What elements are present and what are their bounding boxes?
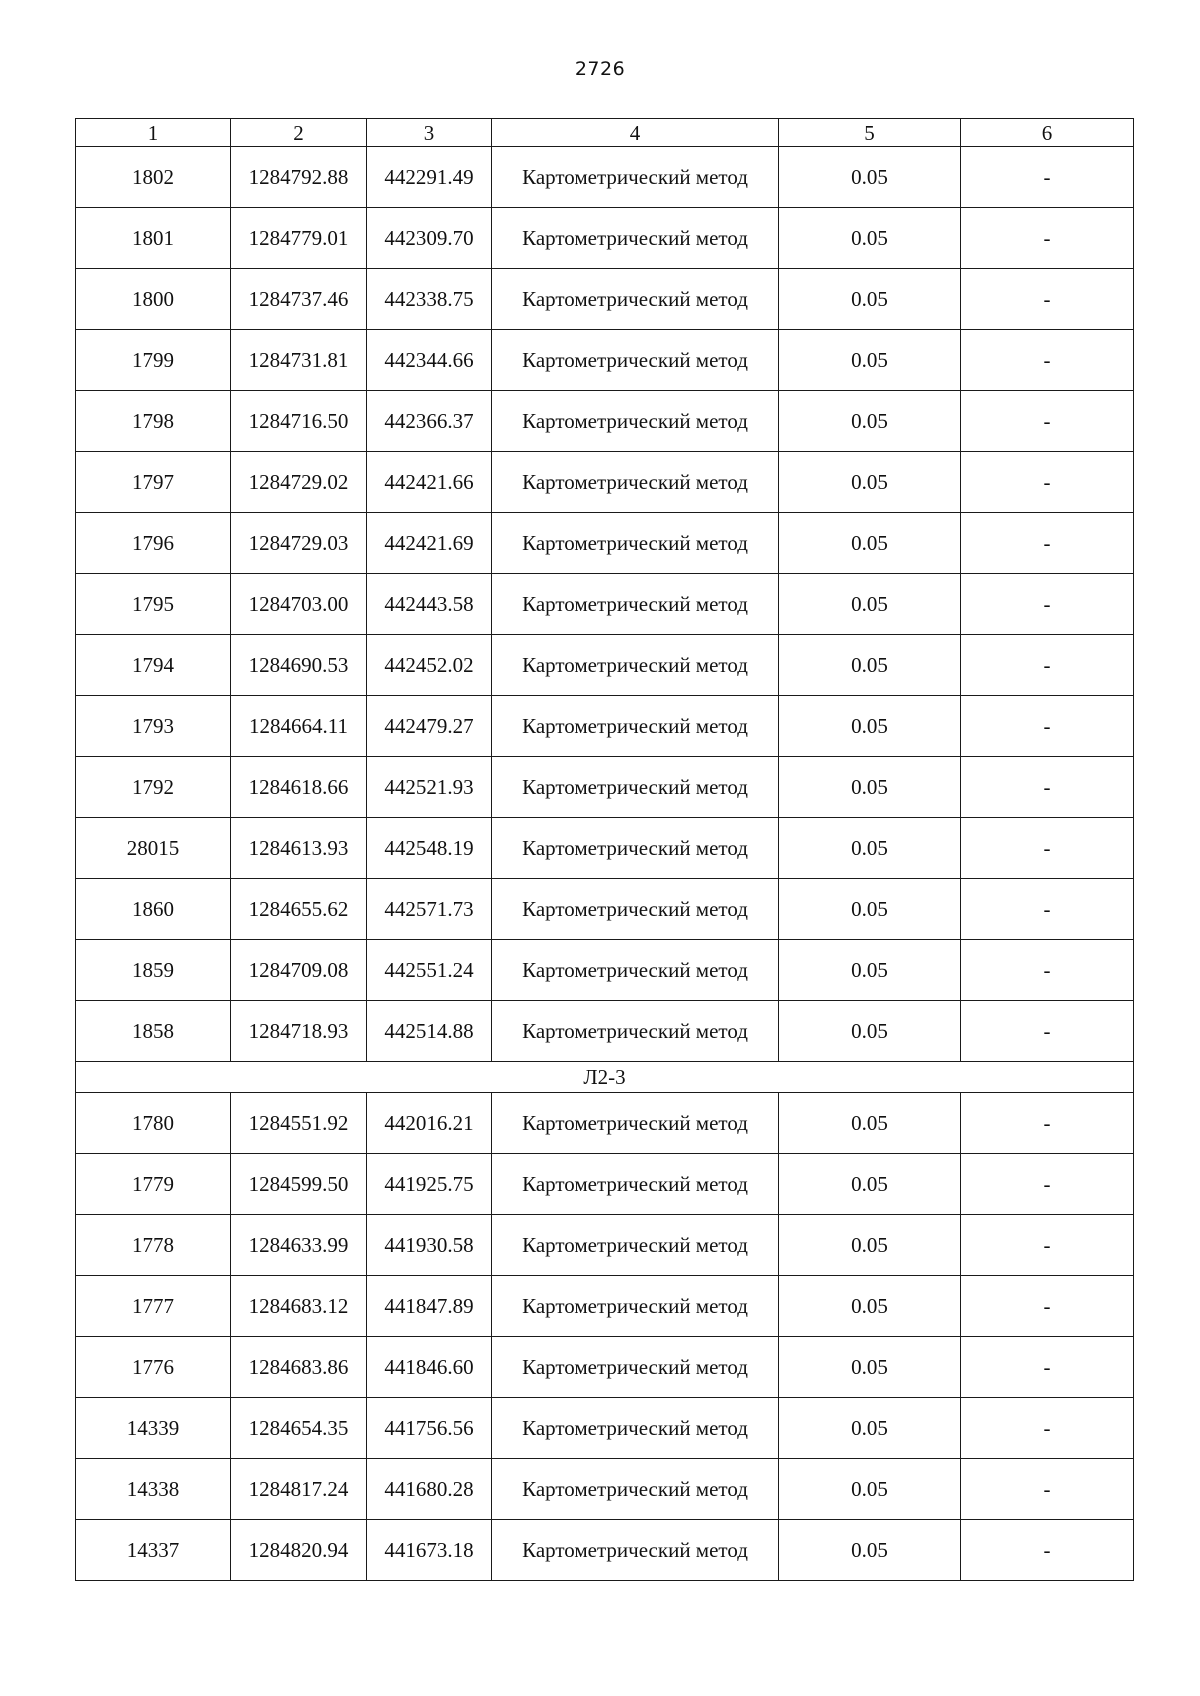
x-coordinate-cell: 1284703.00: [231, 574, 367, 635]
method-cell: Картометрический метод: [492, 391, 779, 452]
accuracy-cell: 0.05: [779, 269, 961, 330]
point-number-cell: 1796: [76, 513, 231, 574]
method-cell: Картометрический метод: [492, 574, 779, 635]
y-coordinate-cell: 442514.88: [367, 1001, 492, 1062]
accuracy-cell: 0.05: [779, 1398, 961, 1459]
table-row: [76, 1520, 1134, 1581]
accuracy-cell: 0.05: [779, 1520, 961, 1581]
x-coordinate-cell: 1284731.81: [231, 330, 367, 391]
x-coordinate-cell: 1284779.01: [231, 208, 367, 269]
method-cell: Картометрический метод: [492, 147, 779, 208]
note-cell: -: [961, 1337, 1134, 1398]
accuracy-cell: 0.05: [779, 452, 961, 513]
note-cell: -: [961, 269, 1134, 330]
point-number-cell: 1858: [76, 1001, 231, 1062]
x-coordinate-cell: 1284654.35: [231, 1398, 367, 1459]
coordinates-table: [75, 118, 1134, 1581]
accuracy-cell: 0.05: [779, 940, 961, 1001]
table-row: [76, 147, 1134, 208]
point-number-cell: 14339: [76, 1398, 231, 1459]
accuracy-cell: 0.05: [779, 1337, 961, 1398]
accuracy-cell: 0.05: [779, 757, 961, 818]
table-row: [76, 1276, 1134, 1337]
point-number-cell: 14338: [76, 1459, 231, 1520]
x-coordinate-cell: 1284737.46: [231, 269, 367, 330]
point-number-cell: 1797: [76, 452, 231, 513]
column-header: 4: [492, 119, 779, 147]
point-number-cell: 1859: [76, 940, 231, 1001]
method-cell: Картометрический метод: [492, 269, 779, 330]
accuracy-cell: 0.05: [779, 1215, 961, 1276]
point-number-cell: 1799: [76, 330, 231, 391]
y-coordinate-cell: 441673.18: [367, 1520, 492, 1581]
y-coordinate-cell: 442551.24: [367, 940, 492, 1001]
y-coordinate-cell: 442309.70: [367, 208, 492, 269]
method-cell: Картометрический метод: [492, 879, 779, 940]
x-coordinate-cell: 1284729.02: [231, 452, 367, 513]
point-number-cell: 1778: [76, 1215, 231, 1276]
y-coordinate-cell: 441925.75: [367, 1154, 492, 1215]
method-cell: Картометрический метод: [492, 452, 779, 513]
table-body: [76, 147, 1134, 1581]
point-number-cell: 1792: [76, 757, 231, 818]
method-cell: Картометрический метод: [492, 1215, 779, 1276]
table-row: [76, 940, 1134, 1001]
note-cell: -: [961, 818, 1134, 879]
table-row: [76, 452, 1134, 513]
y-coordinate-cell: 442443.58: [367, 574, 492, 635]
point-number-cell: 28015: [76, 818, 231, 879]
note-cell: -: [961, 696, 1134, 757]
accuracy-cell: 0.05: [779, 1459, 961, 1520]
x-coordinate-cell: 1284618.66: [231, 757, 367, 818]
table-row: [76, 391, 1134, 452]
page-number: 2726: [574, 58, 626, 80]
note-cell: -: [961, 635, 1134, 696]
y-coordinate-cell: 442548.19: [367, 818, 492, 879]
point-number-cell: 1794: [76, 635, 231, 696]
method-cell: Картометрический метод: [492, 1001, 779, 1062]
table-row: [76, 208, 1134, 269]
note-cell: -: [961, 1093, 1134, 1154]
point-number-cell: 1780: [76, 1093, 231, 1154]
note-cell: -: [961, 1398, 1134, 1459]
table-header: [76, 119, 1134, 147]
y-coordinate-cell: 442366.37: [367, 391, 492, 452]
x-coordinate-cell: 1284716.50: [231, 391, 367, 452]
table-row: [76, 1398, 1134, 1459]
y-coordinate-cell: 442344.66: [367, 330, 492, 391]
accuracy-cell: 0.05: [779, 208, 961, 269]
accuracy-cell: 0.05: [779, 574, 961, 635]
note-cell: -: [961, 1215, 1134, 1276]
y-coordinate-cell: 442479.27: [367, 696, 492, 757]
method-cell: Картометрический метод: [492, 1337, 779, 1398]
note-cell: -: [961, 757, 1134, 818]
method-cell: Картометрический метод: [492, 1276, 779, 1337]
note-cell: -: [961, 147, 1134, 208]
method-cell: Картометрический метод: [492, 940, 779, 1001]
y-coordinate-cell: 442421.66: [367, 452, 492, 513]
point-number-cell: 1860: [76, 879, 231, 940]
x-coordinate-cell: 1284633.99: [231, 1215, 367, 1276]
note-cell: -: [961, 452, 1134, 513]
accuracy-cell: 0.05: [779, 635, 961, 696]
table-row: [76, 757, 1134, 818]
y-coordinate-cell: 442016.21: [367, 1093, 492, 1154]
method-cell: Картометрический метод: [492, 1520, 779, 1581]
column-header: 3: [367, 119, 492, 147]
accuracy-cell: 0.05: [779, 391, 961, 452]
y-coordinate-cell: 441930.58: [367, 1215, 492, 1276]
x-coordinate-cell: 1284792.88: [231, 147, 367, 208]
table-row: [76, 574, 1134, 635]
y-coordinate-cell: 442571.73: [367, 879, 492, 940]
point-number-cell: 1798: [76, 391, 231, 452]
point-number-cell: 1800: [76, 269, 231, 330]
method-cell: Картометрический метод: [492, 208, 779, 269]
accuracy-cell: 0.05: [779, 513, 961, 574]
y-coordinate-cell: 441756.56: [367, 1398, 492, 1459]
table-row: [76, 1093, 1134, 1154]
method-cell: Картометрический метод: [492, 513, 779, 574]
section-label: Л2-3: [76, 1062, 1134, 1093]
point-number-cell: 1779: [76, 1154, 231, 1215]
table-row: [76, 1001, 1134, 1062]
point-number-cell: 1776: [76, 1337, 231, 1398]
x-coordinate-cell: 1284820.94: [231, 1520, 367, 1581]
x-coordinate-cell: 1284551.92: [231, 1093, 367, 1154]
method-cell: Картометрический метод: [492, 1459, 779, 1520]
accuracy-cell: 0.05: [779, 879, 961, 940]
table-row: [76, 330, 1134, 391]
accuracy-cell: 0.05: [779, 696, 961, 757]
note-cell: -: [961, 574, 1134, 635]
note-cell: -: [961, 1276, 1134, 1337]
accuracy-cell: 0.05: [779, 330, 961, 391]
table-row: [76, 269, 1134, 330]
method-cell: Картометрический метод: [492, 696, 779, 757]
note-cell: -: [961, 330, 1134, 391]
header-row: [76, 119, 1134, 147]
x-coordinate-cell: 1284683.12: [231, 1276, 367, 1337]
note-cell: -: [961, 391, 1134, 452]
x-coordinate-cell: 1284664.11: [231, 696, 367, 757]
note-cell: -: [961, 208, 1134, 269]
column-header: 2: [231, 119, 367, 147]
x-coordinate-cell: 1284683.86: [231, 1337, 367, 1398]
y-coordinate-cell: 442291.49: [367, 147, 492, 208]
x-coordinate-cell: 1284729.03: [231, 513, 367, 574]
accuracy-cell: 0.05: [779, 1154, 961, 1215]
table-row: [76, 513, 1134, 574]
method-cell: Картометрический метод: [492, 1093, 779, 1154]
note-cell: -: [961, 1520, 1134, 1581]
accuracy-cell: 0.05: [779, 818, 961, 879]
note-cell: -: [961, 1154, 1134, 1215]
note-cell: -: [961, 1001, 1134, 1062]
point-number-cell: 1795: [76, 574, 231, 635]
note-cell: -: [961, 879, 1134, 940]
x-coordinate-cell: 1284613.93: [231, 818, 367, 879]
method-cell: Картометрический метод: [492, 330, 779, 391]
x-coordinate-cell: 1284690.53: [231, 635, 367, 696]
note-cell: -: [961, 940, 1134, 1001]
point-number-cell: 1801: [76, 208, 231, 269]
section-row: [76, 1062, 1134, 1093]
column-header: 1: [76, 119, 231, 147]
y-coordinate-cell: 442521.93: [367, 757, 492, 818]
accuracy-cell: 0.05: [779, 1276, 961, 1337]
method-cell: Картометрический метод: [492, 818, 779, 879]
table-row: [76, 635, 1134, 696]
x-coordinate-cell: 1284655.62: [231, 879, 367, 940]
method-cell: Картометрический метод: [492, 635, 779, 696]
point-number-cell: 14337: [76, 1520, 231, 1581]
table-row: [76, 1154, 1134, 1215]
accuracy-cell: 0.05: [779, 1093, 961, 1154]
y-coordinate-cell: 441680.28: [367, 1459, 492, 1520]
table-row: [76, 818, 1134, 879]
x-coordinate-cell: 1284718.93: [231, 1001, 367, 1062]
note-cell: -: [961, 1459, 1134, 1520]
method-cell: Картометрический метод: [492, 757, 779, 818]
point-number-cell: 1777: [76, 1276, 231, 1337]
y-coordinate-cell: 442338.75: [367, 269, 492, 330]
y-coordinate-cell: 441847.89: [367, 1276, 492, 1337]
point-number-cell: 1793: [76, 696, 231, 757]
y-coordinate-cell: 442452.02: [367, 635, 492, 696]
method-cell: Картометрический метод: [492, 1398, 779, 1459]
table-row: [76, 696, 1134, 757]
column-header: 6: [961, 119, 1134, 147]
table-row: [76, 1215, 1134, 1276]
x-coordinate-cell: 1284709.08: [231, 940, 367, 1001]
point-number-cell: 1802: [76, 147, 231, 208]
note-cell: -: [961, 513, 1134, 574]
column-header: 5: [779, 119, 961, 147]
accuracy-cell: 0.05: [779, 147, 961, 208]
table-row: [76, 879, 1134, 940]
table-row: [76, 1337, 1134, 1398]
accuracy-cell: 0.05: [779, 1001, 961, 1062]
x-coordinate-cell: 1284599.50: [231, 1154, 367, 1215]
x-coordinate-cell: 1284817.24: [231, 1459, 367, 1520]
method-cell: Картометрический метод: [492, 1154, 779, 1215]
y-coordinate-cell: 441846.60: [367, 1337, 492, 1398]
y-coordinate-cell: 442421.69: [367, 513, 492, 574]
table-row: [76, 1459, 1134, 1520]
